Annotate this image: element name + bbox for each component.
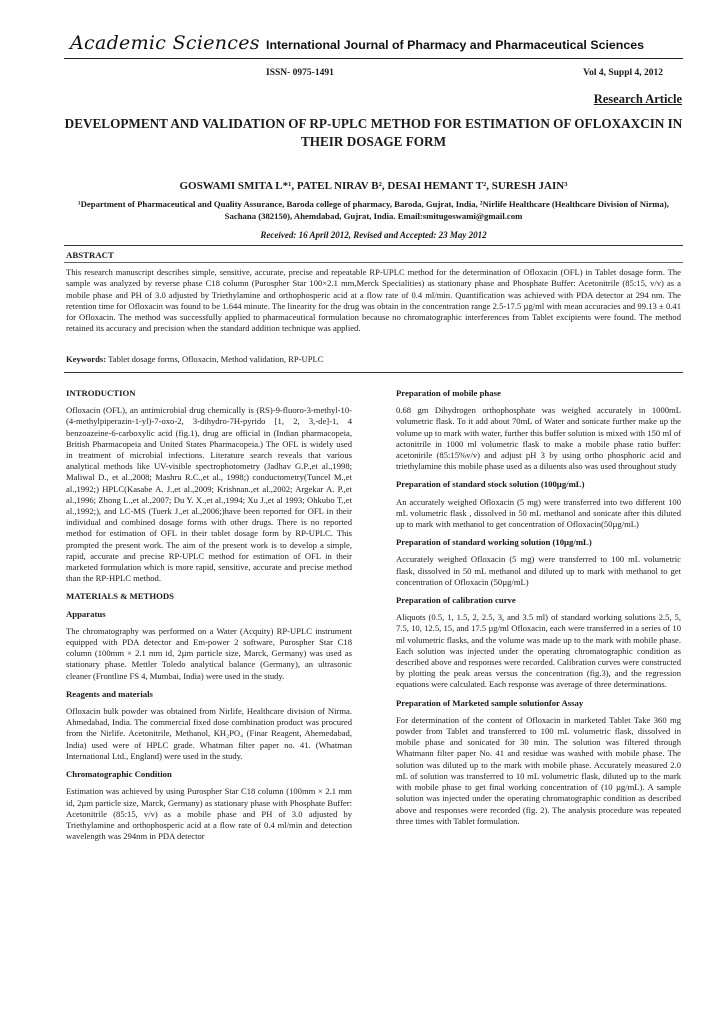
stock-solution-text: An accurately weighed Ofloxacin (5 mg) were transferred into two different 100 mL volumetric flask , dissolved in 50 mL methanol and sonicate after this diluted up to mark with methanol to get concentration of Ofloxacin(50µg/mL) bbox=[396, 496, 681, 530]
marketed-sample-heading: Preparation of Marketed sample solutionfor Assay bbox=[396, 697, 584, 708]
reagents-heading: Reagents and materials bbox=[66, 688, 153, 699]
abstract-text: This research manuscript describes simple, sensitive, accurate, precise and repeatable RP-UPLC method for the determination of Ofloxacin (OFL) in Tablet dosage form. The sample was analyzed by reverse phase C18 column (Purospher Star 100×2.1 mm,Merck Specialities) as stationary phase and Phosphate Buffer: Acetonitrile (85:15, v/v) as a mobile phase and PH of 3.0 adjusted by Triethylamine and orthophosperic acid at a flow rate of 0.4 ml/min. Quantification was achieved with PDA detector at 294 nm. The retention time for Ofloxacin was found to be 1.644 minute. The linearity for the drug was obtain in the concentration range 2.5-17.5 µg/ml with mean accuracies and 99.13 ± 0.41 for Ofloxacin. The method was successfully applied to pharmaceutical formulation because no chromatographic interferences from Tablet excipients were found. The method retained its accuracy and precision when the standard addition technique was applied. bbox=[66, 267, 681, 334]
affiliation: ¹Department of Pharmaceutical and Quality Assurance, Baroda college of pharmacy, Baroda, Gujrat, India, ²Nirlife Healthcare (Healthcare Division of Nirma), Sachana (382150), Ahemdabad, Gujrat, India. Email:smitugoswami@gmail.com bbox=[78, 199, 669, 221]
mobile-phase-heading: Preparation of mobile phase bbox=[396, 388, 501, 398]
calibration-heading: Preparation of calibration curve bbox=[396, 595, 516, 606]
materials-heading: MATERIALS & METHODS bbox=[66, 591, 174, 602]
calibration-text: Aliquots (0.5, 1, 1.5, 2, 2.5, 3, and 3.5 ml) of standard working solutions 2.5, 5, 7.5, 10, 12.5, 15, and 17.5 µg/ml Ofloxacin, each were transferred in a series of 10 ml volumetric flasks, and the volume was made up to the mark with mobile phase. Each solution was injected under the operating chromatographic condition as described above and responses were recorded. Calibration curves were constructed by plotting the peak areas versus the concentration (fig.3), and the regression equations were calculated. Each response was average of three determinations. bbox=[396, 612, 681, 690]
marketed-sample-text: For determination of the content of Ofloxacin in marketed Tablet Take 360 mg powder from Tablet and transferred to 100 mL volumetric flask, dissolved in mobile phase and sonicated for 30 min. The solution was filtered through Whatmann filter paper No. 41 and residue was washed with mobile phase. The solution was diluted up to the mark with mobile phase. Accurately measured 2.0 mL of solution was transferred to 10 mL volumetric flask, diluted up to the mark with mobile phase to get final working concentration of (10 µg/mL). A sample solution was injected under the operating chromatographic condition as described above and responses were recorded (fig. 2). The analysis procedure was repeated three times with Tablet formulation. bbox=[396, 714, 681, 826]
journal-name: International Journal of Pharmacy and Pharmaceutical Sciences bbox=[266, 38, 645, 52]
left-column bbox=[66, 388, 352, 849]
authors: GOSWAMI SMITA L*¹, PATEL NIRAV B², DESAI HEMANT T², SURESH JAIN³ bbox=[179, 180, 568, 192]
keywords-rule bbox=[64, 372, 683, 373]
intro-heading: INTRODUCTION bbox=[66, 388, 136, 398]
keywords-label: Keywords: bbox=[66, 354, 107, 364]
right-column bbox=[396, 388, 681, 834]
keywords-text: Tablet dosage forms, Ofloxacin, Method validation, RP-UPLC bbox=[108, 354, 324, 364]
issn: ISSN- 0975-1491 bbox=[266, 68, 334, 78]
chromatographic-heading: Chromatographic Condition bbox=[66, 769, 172, 780]
abstract-top-rule bbox=[64, 245, 683, 246]
working-solution-heading: Preparation of standard working solution (10µg/mL) bbox=[396, 537, 592, 548]
keywords-line bbox=[66, 354, 681, 364]
received-dates: Received: 16 April 2012, Revised and Accepted: 23 May 2012 bbox=[260, 230, 487, 240]
paper-title: DEVELOPMENT AND VALIDATION OF RP-UPLC METHOD FOR ESTIMATION OF OFLOXAXCIN IN THEIR DOSAGE FORM bbox=[64, 116, 683, 149]
apparatus-heading: Apparatus bbox=[66, 608, 106, 619]
stock-solution-heading: Preparation of standard stock solution (100µg/mL) bbox=[396, 479, 585, 490]
working-solution-text: Accurately weighed Ofloxacin (5 mg) were transferred to 100 mL volumetric flask, dissolved in 50 mL methanol and diluted up to mark with methanol to get concentration of Ofloxacin (50µg/mL) bbox=[396, 554, 681, 587]
publisher-logo: Academic Sciences bbox=[70, 32, 260, 54]
abstract-heading-rule bbox=[64, 262, 683, 263]
apparatus-text: The chromatography was performed on a Water (Acquity) RP-UPLC instrument equipped with PDA detector and Em-power 2 software, Purospher Star C18 column (100mm × 2.1 mm id, 2µm particle size, Marck, Germany) was used as stationary phase. Mettler Toledo analytical balance (Germany), an ultrasonic cleaner (Frontline FS 4, Mumbai, India) were used in the study. bbox=[66, 625, 352, 681]
article-type: Research Article bbox=[593, 92, 682, 106]
reagents-text: Ofloxacin bulk powder was obtained from Nirlife, Healthcare division of Nirma. Ahmedabad, India. The commercial fixed dose combination product was procured from the Nirlife. Acetonitrile, Methanol, KH₂PO₄ (Finar Reagent, Ahemedabad, India) used were of HPLC grade. Whatman filter paper no. 41. (Whatman International Ltd., England) were used in the study. bbox=[66, 706, 352, 761]
intro-text: Ofloxacin (OFL), an antimicrobial drug chemically is (RS)-9-fluoro-3-methyl-10-(4-methylpiperazin-1-yl)-7-oxo-2, 3-dihydro-7H-pyrido [1, 2, 3,-de]-1, 4 benzoazeine-6-carboxylic acid (fig.1), drug are official in (Indian pharmacopeia, British Pharmacopeia and United States Pharmacopeia.) The OFL is widely used in treatment of microbial infections. Literature search reveals that various analytical methods like UV-visible spectrophotometry (Jadhav G.P.,et al.,1998; Maliwal D., et al.,2008; Mashru R.C.,et al., 1998;) conductometry(Tuncel M.,et al.,1992;) HPLC(Kasabe A. J.,et al.,2009; Krishnan.,et al.,2002; Argekar A. P.,et al.,1996; Zhong L.,et al.,2007; Du Y. X.,et al.,1994; Xu J.,et al 1993; Ohkubo T.,et al.,1992;), and LC-MS (Tuerk J.,et al.,2006;)have been reported for OFL in their individual and combined dosage forms with other drugs. There is no reported method for estimation of OFL in their tablet dosage form by RP-UPLC. This prompted the present work. The aim of the present work is to develop a simple, rapid, accurate and precise RP-UPLC method for estimation of OFL in their marketed formulation which is more rapid, sensitive, accurate and precise method than the RP-HPLC method. bbox=[66, 405, 352, 584]
header-rule bbox=[64, 58, 683, 59]
abstract-heading: ABSTRACT bbox=[66, 250, 114, 260]
volume-info: Vol 4, Suppl 4, 2012 bbox=[583, 68, 663, 78]
chromatographic-text: Estimation was achieved by using Purospher Star C18 column (100mm × 2.1 mm id, 2µm particle size, Marck, Germany) as stationary phase with Phosphate Buffer: Acetonitrile (85:15, v/v) as a mobile phase and PH of 3.0 adjusted by Triethylamine and orthophosperic acid at a flow rate of 0.4 ml/min and detection wavelength was 294nm in PDA detector bbox=[66, 786, 352, 842]
mobile-phase-text: 0.68 gm Dihydrogen orthophosphate was weighed accurately in 1000mL volumetric flask. To it add about 70mL of Water and sonicate further make up the volume up to mark with water, further this buffer solution is mixed with 150 ml of actonitrile in 1000 ml volumetric flask to make a mobile phase ratio buffer: acetonirile (85:15%v/v) and adjust pH 3 by using ortho phosphoric acid and triethylamine this mobile phase used as a diluents also was used throughout study bbox=[396, 405, 681, 472]
